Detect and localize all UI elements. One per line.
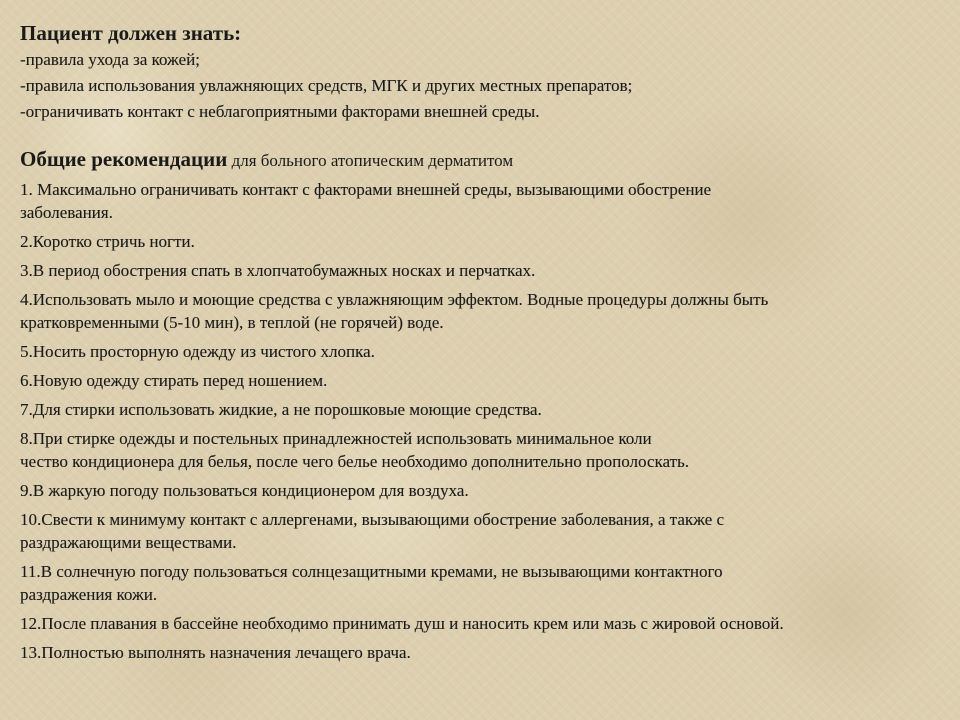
recommendation-item-12 bbox=[20, 612, 940, 635]
recommendations-title-subtitle: для больного атопическим дерматитом bbox=[227, 151, 514, 170]
patient-item: -правила ухода за кожей; bbox=[20, 50, 200, 69]
recommendations-title bbox=[20, 144, 940, 176]
patient-section bbox=[20, 18, 940, 124]
recommendation-line: 8.При стирке одежды и постельных принадлежностей использовать минимальное коли bbox=[20, 429, 652, 448]
recommendation-line: 4.Использовать мыло и моющие средства с увлажняющим эффектом. Водные процедуры должны быть bbox=[20, 290, 769, 309]
recommendation-line: 13.Полностью выполнять назначения лечащего врача. bbox=[20, 643, 411, 662]
recommendation-item-5 bbox=[20, 340, 940, 363]
recommendation-item-13 bbox=[20, 641, 940, 664]
recommendation-line: 11.В солнечную погоду пользоваться солнцезащитными кремами, не вызывающими контактного bbox=[20, 562, 723, 581]
slide-content bbox=[20, 18, 940, 670]
recommendation-item-4 bbox=[20, 288, 940, 334]
recommendation-line: раздражающими веществами. bbox=[20, 533, 237, 552]
recommendation-line: 1. Максимально ограничивать контакт с факторами внешней среды, вызывающими обострение bbox=[20, 180, 712, 199]
recommendation-line: 5.Носить просторную одежду из чистого хлопка. bbox=[20, 342, 375, 361]
recommendation-line: 9.В жаркую погоду пользоваться кондиционером для воздуха. bbox=[20, 481, 469, 500]
recommendation-item-7 bbox=[20, 398, 940, 421]
recommendation-line: кратковременными (5-10 мин), в теплой (не горячей) воде. bbox=[20, 313, 444, 332]
recommendation-line: 2.Коротко стричь ногти. bbox=[20, 232, 195, 251]
recommendation-line: заболевания. bbox=[20, 203, 113, 222]
patient-section-title: Пациент должен знать: bbox=[20, 21, 242, 45]
recommendation-line: 3.В период обострения спать в хлопчатобумажных носках и перчатках. bbox=[20, 261, 536, 280]
patient-item: -ограничивать контакт с неблагоприятными факторами внешней среды. bbox=[20, 102, 540, 121]
recommendation-line: 12.После плавания в бассейне необходимо принимать душ и наносить крем или мазь с жировой основой. bbox=[20, 614, 784, 633]
recommendation-line: 7.Для стирки использовать жидкие, а не порошковые моющие средства. bbox=[20, 400, 542, 419]
recommendation-item-6 bbox=[20, 369, 940, 392]
recommendation-item-10 bbox=[20, 508, 940, 554]
recommendation-item-3 bbox=[20, 259, 940, 282]
recommendation-item-1 bbox=[20, 178, 940, 224]
recommendation-item-11 bbox=[20, 560, 940, 606]
recommendation-line: 6.Новую одежду стирать перед ношением. bbox=[20, 371, 328, 390]
recommendation-item-2 bbox=[20, 230, 940, 253]
patient-item: -правила использования увлажняющих средств, МГК и других местных препаратов; bbox=[20, 76, 633, 95]
recommendations-title-bold: Общие рекомендации bbox=[20, 147, 228, 171]
recommendation-line: раздражения кожи. bbox=[20, 585, 158, 604]
recommendations-section bbox=[20, 144, 940, 664]
recommendation-line: 10.Свести к минимуму контакт с аллергенами, вызывающими обострение заболевания, а также с bbox=[20, 510, 724, 529]
recommendation-line: чество кондиционера для белья, после чего белье необходимо дополнительно прополоскать. bbox=[20, 452, 689, 471]
section-spacer bbox=[20, 126, 940, 144]
recommendation-item-9 bbox=[20, 479, 940, 502]
recommendation-item-8 bbox=[20, 427, 940, 473]
